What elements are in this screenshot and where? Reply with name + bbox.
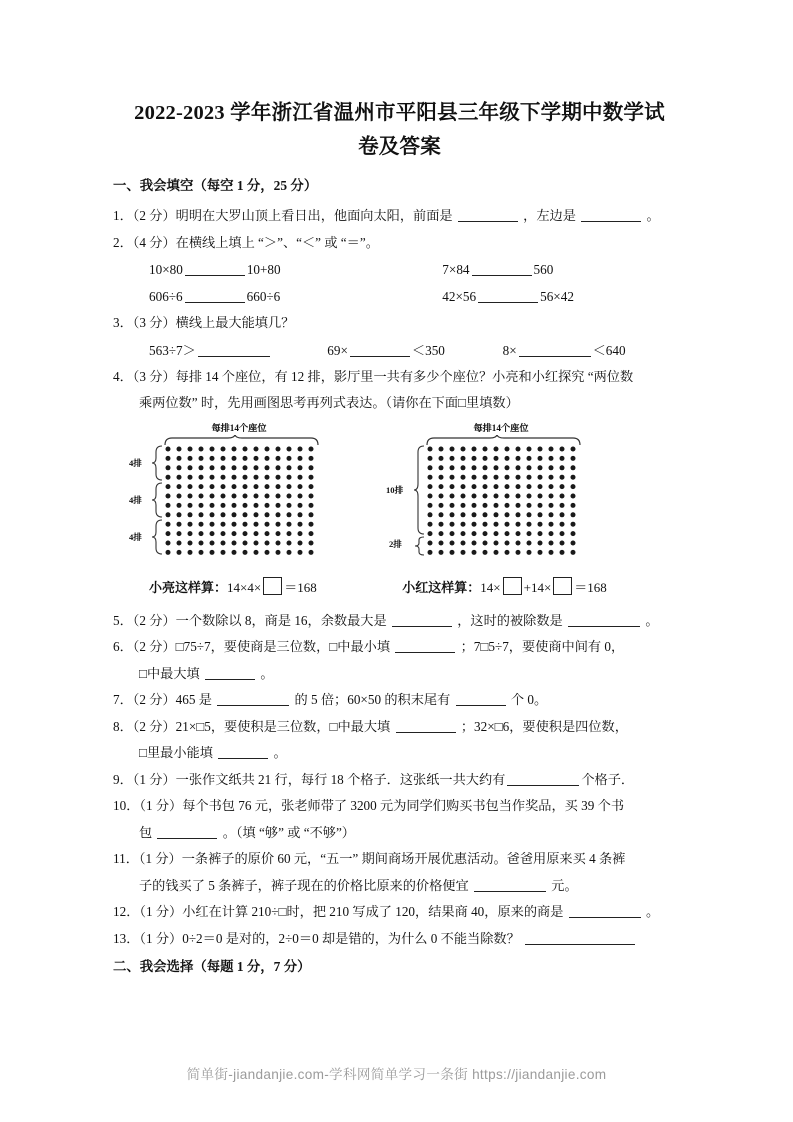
compare-pair [442,256,553,283]
section-heading-fill-in: 一、我会填空（每空 1 分，25 分） [113,178,318,193]
answer-blank[interactable] [395,639,455,653]
question-4 [113,364,686,390]
answer-box[interactable] [553,577,572,595]
xiaoliang-label: 小亮这样算： [149,579,228,595]
compare-pair [149,283,439,310]
question-11-line-2 [113,873,686,899]
inequality-item [503,337,626,364]
expr-pre: 563÷7＞ [149,342,196,358]
figure-left-row-label-2: 4排 [129,494,142,505]
figure-left-body [129,435,327,560]
question-6 [113,634,686,660]
question-13 [113,926,686,952]
question-6-text-d: 。 [260,665,274,681]
question-9-text-a: 9．（1 分）一张作文纸共 21 行，每行 18 个格子．这张纸一共大约有 [113,771,506,787]
inequality-item [327,337,499,364]
question-8-text-d: 。 [273,745,287,760]
answer-blank[interactable] [198,343,270,357]
question-2 [113,230,686,256]
question-6-text-a: 6．（2 分）□75÷7，要使商是三位数，□中最小填 [113,639,391,654]
question-11-text-c: 元。 [551,877,578,893]
question-1-text: 1．（2 分）明明在大罗山顶上看日出，他面向太阳，前面是 [113,208,453,223]
xiaoliang-formula-pre: 14×4× [227,579,262,595]
expr-pre: 8× [502,342,517,358]
answer-blank[interactable] [217,692,289,706]
figure-xiaohong-grid [386,422,589,560]
compare-pair [442,283,574,310]
figure-right-row-label-2: 2排 [389,538,402,549]
question-7-text-c: 个 0。 [510,692,548,707]
expr-left: 42×56 [442,289,477,304]
question-10-text-a: 10．（1 分）每个书包 76 元，张老师带了 3200 元为同学们购买书包当作奖品，买 39 个书 [113,798,625,813]
question-1-text-mid: ，左边是 [523,208,576,223]
figure-left-caption: 每排14个座位 [211,422,267,433]
question-5-text-c: 。 [645,612,659,628]
question-9 [113,767,686,793]
question-12 [113,899,686,925]
answer-blank[interactable] [392,613,452,627]
inequality-item [149,337,324,364]
answer-blank[interactable] [472,262,532,276]
question-4-line-1: 4．（3 分）每排 14 个座位，有 12 排，影厅里一共有多少个座位？小亮和小红探究 “两位数 [113,368,634,384]
question-2-row-1 [113,256,686,283]
title-line-1: 2022-2023 学年浙江省温州市平阳县三年级下学期中数学试 [134,102,665,124]
expr-right: 660÷6 [246,289,281,304]
expr-right: 56×42 [540,289,574,304]
answer-blank[interactable] [456,692,506,706]
figure-right-body [386,435,589,560]
expr-post: ＜640 [592,342,626,358]
answer-blank[interactable] [478,289,538,303]
question-11-text-a: 11．（1 分）一条裤子的原价 60 元，“五一” 期间商场开展优惠活动。爸爸用原来买 4 条裤 [113,851,626,866]
question-4-line-2-wrap [113,390,686,416]
question-3-row [113,337,686,364]
answer-blank[interactable] [568,613,640,627]
question-4-answers [113,577,686,599]
figure-left-dots [166,446,314,554]
question-6-line-2 [113,661,686,687]
page-content [113,96,686,984]
question-8-text-c: □里最小能填 [139,745,213,760]
answer-blank[interactable] [569,904,641,918]
question-8 [113,714,686,740]
answer-blank[interactable] [185,262,245,276]
answer-blank[interactable] [396,719,456,733]
title-line-2: 卷及答案 [358,136,441,158]
xiaohong-formula-post: ＝168 [574,579,607,595]
xiaohong-formula-mid: +14× [523,579,552,595]
question-9-text-b: 个格子． [581,771,635,787]
question-7-text-b: 的 5 倍；60×50 的积末尾有 [294,692,451,707]
question-8-text-b: ；32×□6，要使积是四位数， [460,718,628,734]
question-12-text-b: 。 [645,904,660,919]
answer-blank[interactable] [185,289,245,303]
question-2-text: 2．（4 分）在横线上填上 “＞”、“＜” 或 “＝”。 [113,234,379,250]
question-1-text-end: 。 [646,208,660,223]
expr-left: 7×84 [442,262,470,277]
answer-blank[interactable] [581,208,641,222]
answer-blank[interactable] [157,825,217,839]
answer-blank[interactable] [350,343,410,357]
question-5 [113,608,686,634]
figure-left-row-label-3: 4排 [129,531,142,542]
figure-right-row-label-1: 10排 [386,484,404,495]
xiaoliang-formula-post: ＝168 [284,579,317,595]
question-8-line-2 [113,740,686,766]
expr-left: 10×80 [149,262,183,277]
section-heading-multiple-choice: 二、我会选择（每题 1 分，7 分） [113,959,311,974]
question-5-text-b: ，这时的被除数是 [457,612,563,628]
answer-blank[interactable] [458,208,518,222]
expr-post: ＜350 [411,342,445,358]
question-1 [113,203,686,229]
answer-blank[interactable] [507,772,579,786]
compare-pair [149,256,439,283]
question-7 [113,687,686,713]
xiaohong-calc [402,577,607,599]
figure-right-dots [428,446,576,554]
answer-box[interactable] [503,577,522,595]
question-3-text: 3．（3 分）横线上最大能填几？ [113,315,295,330]
question-12-text-a: 12．（1 分）小红在计算 210÷□时，把 210 写成了 120，结果商 40，原来的商是 [113,904,564,919]
question-10-text-b: 包 [139,824,153,840]
question-6-text-c: □中最大填 [139,665,200,681]
question-11 [113,846,686,872]
question-10 [113,793,686,819]
answer-blank[interactable] [218,745,268,759]
seat-diagrams [113,422,686,574]
question-10-line-2 [113,820,686,846]
figure-right-caption: 每排14个座位 [473,422,529,433]
question-4-line-2: 乘两位数” 时，先用画图思考再列式表达。（请你在下面□里填数） [139,395,519,410]
xiaoliang-calc [149,577,399,599]
figure-right-svg [413,435,589,560]
expr-pre: 69× [327,342,348,358]
question-8-text-a: 8．（2 分）21×□5，要使积是三位数，□中最大填 [113,718,391,734]
xiaohong-formula-pre: 14× [480,579,501,595]
page-title [113,96,686,164]
question-3 [113,310,686,336]
question-7-text-a: 7．（2 分）465 是 [113,692,212,707]
answer-blank[interactable] [519,343,591,357]
question-5-text-a: 5．（2 分）一个数除以 8，商是 16，余数最大是 [113,612,387,628]
answer-blank[interactable] [474,878,546,892]
expr-right: 560 [533,262,554,277]
question-13-text-a: 13．（1 分）0÷2＝0 是对的，2÷0＝0 却是错的，为什么 0 不能当除数？ [113,930,520,946]
footer-watermark: 简单街-jiandanjie.com-学科网简单学习一条街 https://jiandanjie.com [186,1067,607,1082]
question-2-row-2 [113,283,686,310]
question-10-text-c: 。（填 “够” 或 “不够”） [222,824,355,840]
figure-xiaoliang-grid [129,422,327,560]
figure-left-row-label-1: 4排 [129,457,142,468]
expr-left: 606÷6 [149,289,183,304]
answer-blank[interactable] [205,666,255,680]
question-11-text-b: 子的钱买了 5 条裤子，裤子现在的价格比原来的价格便宜 [139,877,469,893]
answer-box[interactable] [263,577,282,595]
xiaohong-label: 小红这样算： [402,579,481,595]
figure-left-svg [151,435,327,560]
expr-right: 10+80 [246,262,281,277]
question-6-text-b: ；7□5÷7，要使商中间有 0， [460,639,625,654]
answer-blank[interactable] [525,931,635,945]
